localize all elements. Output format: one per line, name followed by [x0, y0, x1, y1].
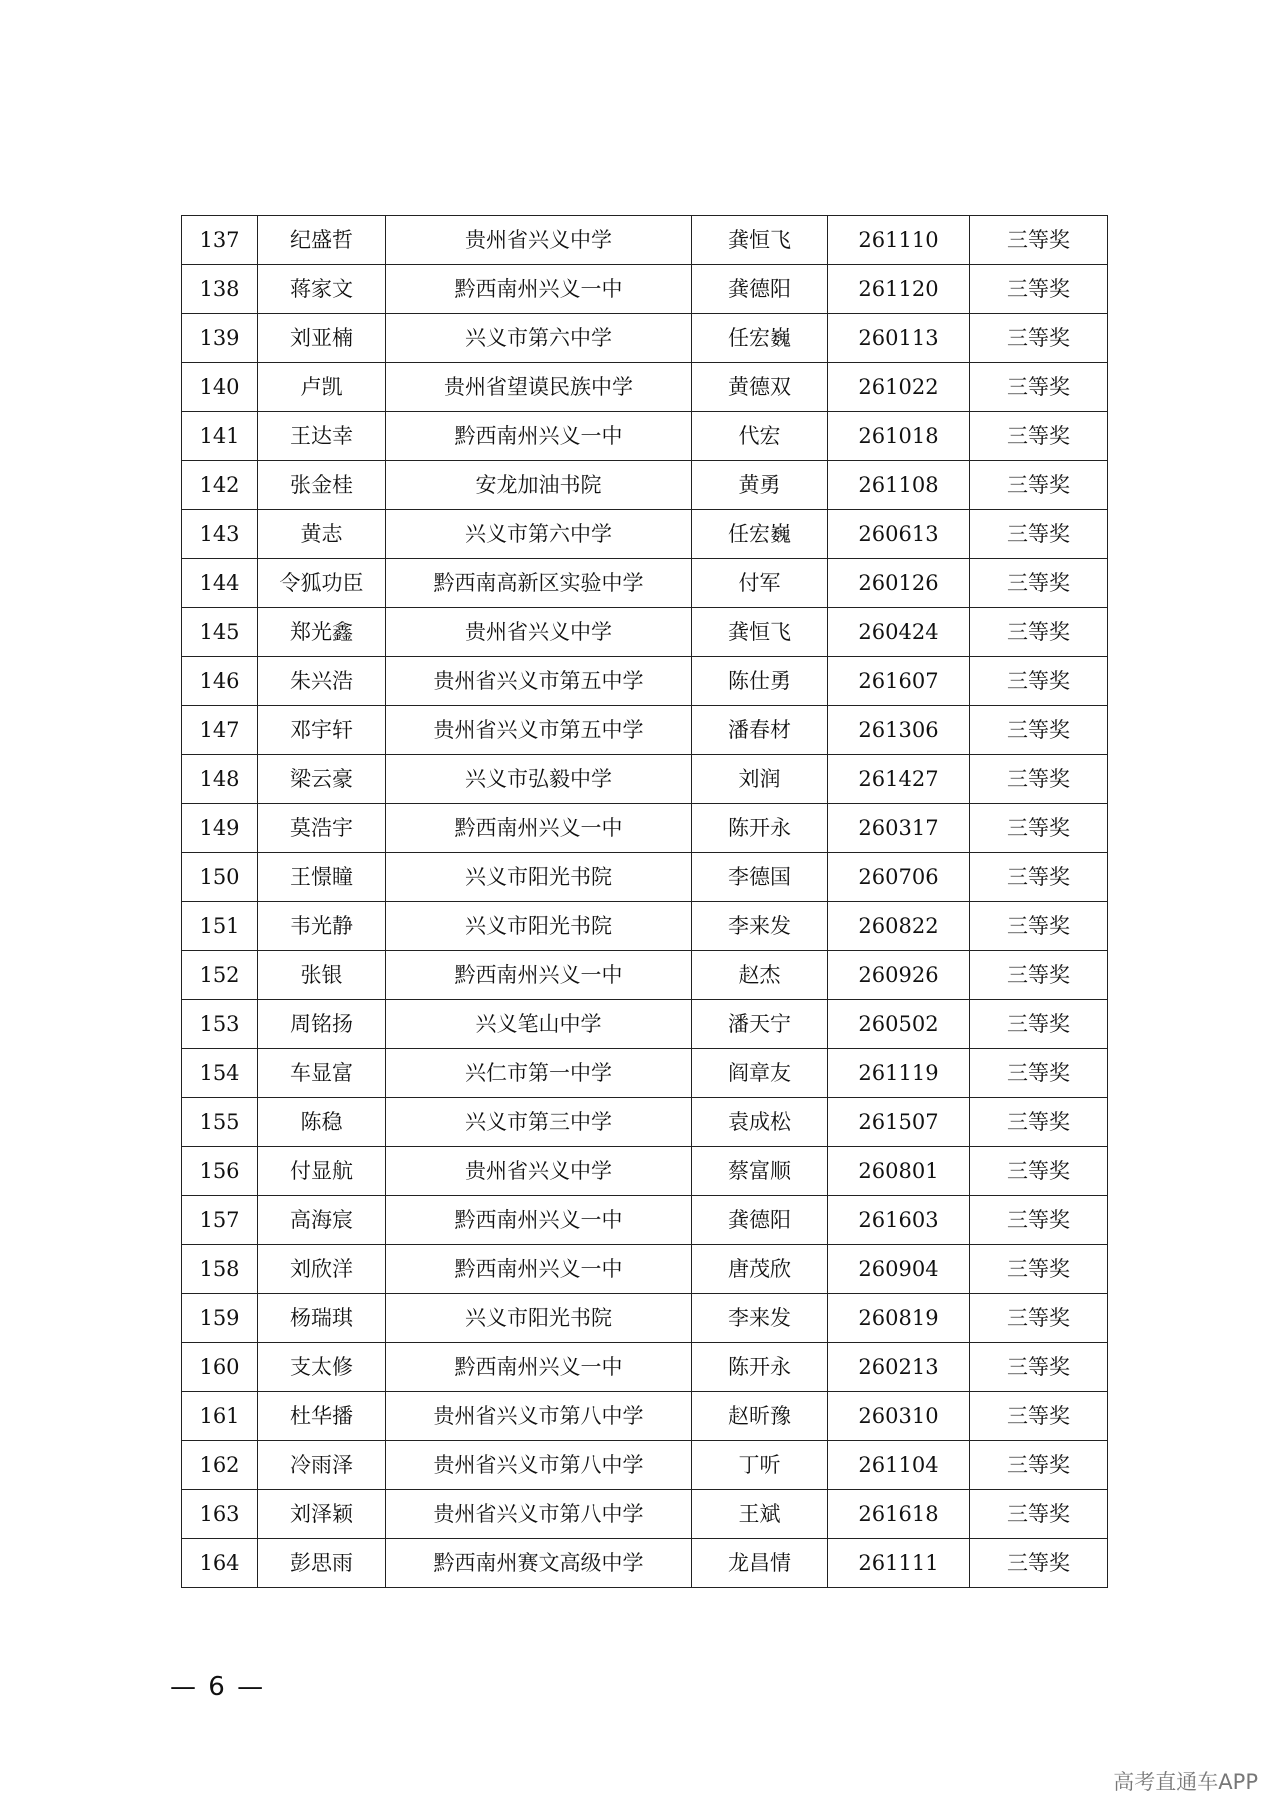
- school-cell: 兴义市阳光书院: [386, 902, 692, 951]
- teacher-cell: 任宏巍: [692, 510, 828, 559]
- school-cell: 贵州省兴义中学: [386, 216, 692, 265]
- award-cell: 三等奖: [970, 902, 1108, 951]
- teacher-cell: 陈开永: [692, 1343, 828, 1392]
- teacher-cell: 袁成松: [692, 1098, 828, 1147]
- teacher-cell: 陈开永: [692, 804, 828, 853]
- exam-id-cell: 261119: [828, 1049, 970, 1098]
- award-cell: 三等奖: [970, 1147, 1108, 1196]
- student-name-cell: 刘泽颖: [258, 1490, 386, 1539]
- school-cell: 兴义市阳光书院: [386, 853, 692, 902]
- table-row: [182, 1196, 1108, 1245]
- teacher-cell: 龚恒飞: [692, 608, 828, 657]
- school-cell: 贵州省兴义中学: [386, 608, 692, 657]
- school-cell: 兴仁市第一中学: [386, 1049, 692, 1098]
- school-cell: 黔西南州兴义一中: [386, 804, 692, 853]
- award-cell: 三等奖: [970, 1245, 1108, 1294]
- row-number-cell: 163: [182, 1490, 258, 1539]
- student-name-cell: 卢凯: [258, 363, 386, 412]
- exam-id-cell: 260819: [828, 1294, 970, 1343]
- table-row: [182, 1343, 1108, 1392]
- student-name-cell: 冷雨泽: [258, 1441, 386, 1490]
- table-row: [182, 1294, 1108, 1343]
- row-number-cell: 145: [182, 608, 258, 657]
- award-cell: 三等奖: [970, 314, 1108, 363]
- row-number-cell: 147: [182, 706, 258, 755]
- school-cell: 安龙加油书院: [386, 461, 692, 510]
- teacher-cell: 潘春材: [692, 706, 828, 755]
- student-name-cell: 车显富: [258, 1049, 386, 1098]
- teacher-cell: 黄德双: [692, 363, 828, 412]
- award-table: [181, 215, 1108, 1588]
- school-cell: 贵州省兴义市第八中学: [386, 1441, 692, 1490]
- student-name-cell: 彭思雨: [258, 1539, 386, 1588]
- exam-id-cell: 260502: [828, 1000, 970, 1049]
- table-row: [182, 363, 1108, 412]
- table-row: [182, 657, 1108, 706]
- school-cell: 黔西南州兴义一中: [386, 265, 692, 314]
- award-cell: 三等奖: [970, 706, 1108, 755]
- student-name-cell: 陈稳: [258, 1098, 386, 1147]
- table-row: [182, 1539, 1108, 1588]
- teacher-cell: 唐茂欣: [692, 1245, 828, 1294]
- award-cell: 三等奖: [970, 1490, 1108, 1539]
- award-cell: 三等奖: [970, 1343, 1108, 1392]
- award-cell: 三等奖: [970, 1294, 1108, 1343]
- table-row: [182, 1098, 1108, 1147]
- student-name-cell: 纪盛哲: [258, 216, 386, 265]
- award-cell: 三等奖: [970, 804, 1108, 853]
- teacher-cell: 付军: [692, 559, 828, 608]
- row-number-cell: 153: [182, 1000, 258, 1049]
- student-name-cell: 韦光静: [258, 902, 386, 951]
- teacher-cell: 阎章友: [692, 1049, 828, 1098]
- row-number-cell: 139: [182, 314, 258, 363]
- school-cell: 兴义笔山中学: [386, 1000, 692, 1049]
- school-cell: 贵州省兴义中学: [386, 1147, 692, 1196]
- row-number-cell: 154: [182, 1049, 258, 1098]
- school-cell: 贵州省兴义市第五中学: [386, 706, 692, 755]
- student-name-cell: 梁云豪: [258, 755, 386, 804]
- award-cell: 三等奖: [970, 559, 1108, 608]
- table-row: [182, 1049, 1108, 1098]
- row-number-cell: 158: [182, 1245, 258, 1294]
- table-row: [182, 608, 1108, 657]
- table-row: [182, 216, 1108, 265]
- student-name-cell: 杜华播: [258, 1392, 386, 1441]
- teacher-cell: 蔡富顺: [692, 1147, 828, 1196]
- exam-id-cell: 261110: [828, 216, 970, 265]
- exam-id-cell: 260213: [828, 1343, 970, 1392]
- exam-id-cell: 261427: [828, 755, 970, 804]
- school-cell: 贵州省兴义市第五中学: [386, 657, 692, 706]
- award-cell: 三等奖: [970, 1049, 1108, 1098]
- student-name-cell: 王憬瞳: [258, 853, 386, 902]
- student-name-cell: 邓宇轩: [258, 706, 386, 755]
- award-cell: 三等奖: [970, 412, 1108, 461]
- award-cell: 三等奖: [970, 363, 1108, 412]
- teacher-cell: 李来发: [692, 902, 828, 951]
- student-name-cell: 张金桂: [258, 461, 386, 510]
- table-row: [182, 1000, 1108, 1049]
- award-cell: 三等奖: [970, 1441, 1108, 1490]
- student-name-cell: 莫浩宇: [258, 804, 386, 853]
- exam-id-cell: 260904: [828, 1245, 970, 1294]
- school-cell: 兴义市第六中学: [386, 510, 692, 559]
- student-name-cell: 张银: [258, 951, 386, 1000]
- row-number-cell: 159: [182, 1294, 258, 1343]
- student-name-cell: 蒋家文: [258, 265, 386, 314]
- student-name-cell: 周铭扬: [258, 1000, 386, 1049]
- exam-id-cell: 260926: [828, 951, 970, 1000]
- award-cell: 三等奖: [970, 1539, 1108, 1588]
- row-number-cell: 146: [182, 657, 258, 706]
- student-name-cell: 令狐功臣: [258, 559, 386, 608]
- table-row: [182, 1441, 1108, 1490]
- school-cell: 兴义市阳光书院: [386, 1294, 692, 1343]
- teacher-cell: 李德国: [692, 853, 828, 902]
- award-cell: 三等奖: [970, 755, 1108, 804]
- exam-id-cell: 261104: [828, 1441, 970, 1490]
- exam-id-cell: 261607: [828, 657, 970, 706]
- table-row: [182, 412, 1108, 461]
- student-name-cell: 刘欣洋: [258, 1245, 386, 1294]
- table-row: [182, 1147, 1108, 1196]
- table-row: [182, 706, 1108, 755]
- teacher-cell: 黄勇: [692, 461, 828, 510]
- teacher-cell: 刘润: [692, 755, 828, 804]
- table-row: [182, 265, 1108, 314]
- table-row: [182, 853, 1108, 902]
- teacher-cell: 龙昌情: [692, 1539, 828, 1588]
- student-name-cell: 王达幸: [258, 412, 386, 461]
- exam-id-cell: 261603: [828, 1196, 970, 1245]
- student-name-cell: 杨瑞琪: [258, 1294, 386, 1343]
- exam-id-cell: 260424: [828, 608, 970, 657]
- table-row: [182, 461, 1108, 510]
- award-cell: 三等奖: [970, 951, 1108, 1000]
- award-cell: 三等奖: [970, 853, 1108, 902]
- school-cell: 黔西南州赛文高级中学: [386, 1539, 692, 1588]
- row-number-cell: 148: [182, 755, 258, 804]
- row-number-cell: 142: [182, 461, 258, 510]
- row-number-cell: 162: [182, 1441, 258, 1490]
- exam-id-cell: 260310: [828, 1392, 970, 1441]
- school-cell: 黔西南州兴义一中: [386, 412, 692, 461]
- award-cell: 三等奖: [970, 1196, 1108, 1245]
- teacher-cell: 龚德阳: [692, 265, 828, 314]
- school-cell: 贵州省兴义市第八中学: [386, 1490, 692, 1539]
- teacher-cell: 李来发: [692, 1294, 828, 1343]
- exam-id-cell: 260801: [828, 1147, 970, 1196]
- teacher-cell: 赵杰: [692, 951, 828, 1000]
- exam-id-cell: 261022: [828, 363, 970, 412]
- student-name-cell: 朱兴浩: [258, 657, 386, 706]
- teacher-cell: 陈仕勇: [692, 657, 828, 706]
- school-cell: 黔西南州兴义一中: [386, 1343, 692, 1392]
- row-number-cell: 149: [182, 804, 258, 853]
- school-cell: 兴义市弘毅中学: [386, 755, 692, 804]
- school-cell: 黔西南高新区实验中学: [386, 559, 692, 608]
- table-row: [182, 314, 1108, 363]
- exam-id-cell: 261018: [828, 412, 970, 461]
- table-row: [182, 510, 1108, 559]
- table-row: [182, 559, 1108, 608]
- award-cell: 三等奖: [970, 1098, 1108, 1147]
- row-number-cell: 157: [182, 1196, 258, 1245]
- exam-id-cell: 260822: [828, 902, 970, 951]
- school-cell: 贵州省兴义市第八中学: [386, 1392, 692, 1441]
- school-cell: 黔西南州兴义一中: [386, 1196, 692, 1245]
- row-number-cell: 164: [182, 1539, 258, 1588]
- table-row: [182, 1245, 1108, 1294]
- row-number-cell: 138: [182, 265, 258, 314]
- table-row: [182, 755, 1108, 804]
- row-number-cell: 150: [182, 853, 258, 902]
- row-number-cell: 144: [182, 559, 258, 608]
- exam-id-cell: 260113: [828, 314, 970, 363]
- table-row: [182, 1392, 1108, 1441]
- page-number: — 6 —: [170, 1672, 266, 1702]
- student-name-cell: 付显航: [258, 1147, 386, 1196]
- exam-id-cell: 261618: [828, 1490, 970, 1539]
- student-name-cell: 郑光鑫: [258, 608, 386, 657]
- student-name-cell: 支太修: [258, 1343, 386, 1392]
- row-number-cell: 141: [182, 412, 258, 461]
- award-cell: 三等奖: [970, 265, 1108, 314]
- exam-id-cell: 261111: [828, 1539, 970, 1588]
- row-number-cell: 156: [182, 1147, 258, 1196]
- exam-id-cell: 261108: [828, 461, 970, 510]
- table-row: [182, 951, 1108, 1000]
- table-row: [182, 804, 1108, 853]
- teacher-cell: 潘天宁: [692, 1000, 828, 1049]
- teacher-cell: 代宏: [692, 412, 828, 461]
- student-name-cell: 高海宸: [258, 1196, 386, 1245]
- school-cell: 兴义市第三中学: [386, 1098, 692, 1147]
- row-number-cell: 152: [182, 951, 258, 1000]
- award-cell: 三等奖: [970, 657, 1108, 706]
- award-table-body: [182, 216, 1108, 1588]
- school-cell: 兴义市第六中学: [386, 314, 692, 363]
- award-cell: 三等奖: [970, 1000, 1108, 1049]
- row-number-cell: 151: [182, 902, 258, 951]
- row-number-cell: 140: [182, 363, 258, 412]
- row-number-cell: 161: [182, 1392, 258, 1441]
- award-cell: 三等奖: [970, 510, 1108, 559]
- student-name-cell: 刘亚楠: [258, 314, 386, 363]
- award-cell: 三等奖: [970, 461, 1108, 510]
- table-row: [182, 1490, 1108, 1539]
- teacher-cell: 丁听: [692, 1441, 828, 1490]
- exam-id-cell: 261120: [828, 265, 970, 314]
- row-number-cell: 137: [182, 216, 258, 265]
- award-cell: 三等奖: [970, 1392, 1108, 1441]
- exam-id-cell: 260126: [828, 559, 970, 608]
- teacher-cell: 龚德阳: [692, 1196, 828, 1245]
- award-cell: 三等奖: [970, 608, 1108, 657]
- exam-id-cell: 260317: [828, 804, 970, 853]
- table-row: [182, 902, 1108, 951]
- exam-id-cell: 260613: [828, 510, 970, 559]
- row-number-cell: 143: [182, 510, 258, 559]
- school-cell: 黔西南州兴义一中: [386, 1245, 692, 1294]
- exam-id-cell: 261507: [828, 1098, 970, 1147]
- award-cell: 三等奖: [970, 216, 1108, 265]
- teacher-cell: 任宏巍: [692, 314, 828, 363]
- teacher-cell: 龚恒飞: [692, 216, 828, 265]
- exam-id-cell: 261306: [828, 706, 970, 755]
- watermark-text: 高考直通车APP: [1113, 1770, 1258, 1794]
- student-name-cell: 黄志: [258, 510, 386, 559]
- row-number-cell: 155: [182, 1098, 258, 1147]
- teacher-cell: 王斌: [692, 1490, 828, 1539]
- row-number-cell: 160: [182, 1343, 258, 1392]
- school-cell: 黔西南州兴义一中: [386, 951, 692, 1000]
- teacher-cell: 赵昕豫: [692, 1392, 828, 1441]
- school-cell: 贵州省望谟民族中学: [386, 363, 692, 412]
- exam-id-cell: 260706: [828, 853, 970, 902]
